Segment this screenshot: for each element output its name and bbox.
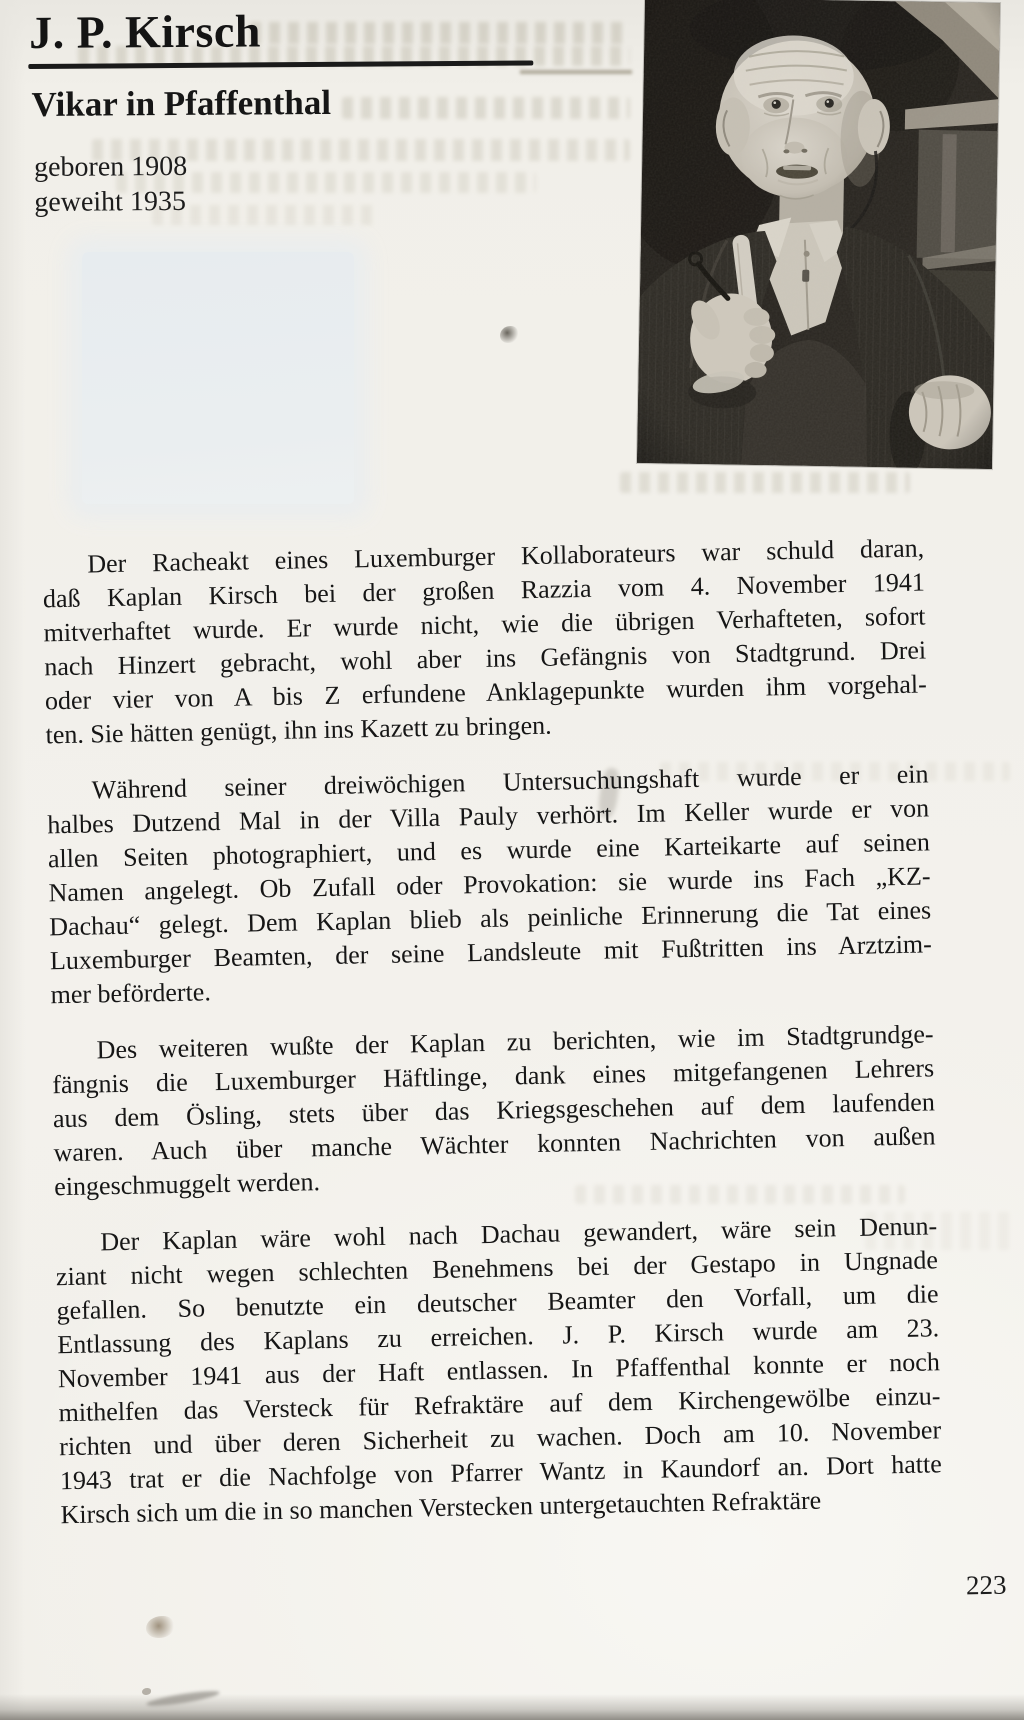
paragraph [42, 531, 928, 752]
paragraph-line: Luxemburger Beamten, der seine Landsleute mit Fußtritten ins Arztzim- [49, 929, 933, 976]
paragraph-line: mer beförderte. [50, 977, 212, 1010]
bleedthrough-photo-rect [82, 252, 354, 504]
paragraph [51, 1017, 936, 1204]
paragraph-line: mitverhaftet wurde. Er wurde nicht, wie die übrigen Verhafteten, sofort [43, 601, 926, 648]
paragraph-line: Während seiner dreiwöchigen Untersuchungshaft wurde er ein [91, 759, 929, 805]
paragraph-line: ten. Sie hätten genügt, ihn ins Kazett zu bringen. [45, 710, 552, 750]
paragraph-line: Dachau“ gelegt. Dem Kaplan blieb als peinliche Erinnerung die Tat eines [48, 895, 932, 942]
page-edge-shadow [0, 1694, 1024, 1720]
paragraph-line: mithelfen das Versteck für Refraktäre auf dem Kirchengewölbe einzu- [58, 1381, 941, 1428]
paragraph [46, 757, 932, 1012]
paragraph-line: waren. Auch über manche Wächter konnten Nachrichten von außen [53, 1121, 936, 1168]
page-number: 223 [965, 1569, 1007, 1601]
paragraph-line: Des weiteren wußte der Kaplan zu berichten, wie im Stadtgrundge- [96, 1019, 934, 1065]
bleedthrough-underline-ghost [520, 70, 632, 74]
paragraph-line: 1943 trat er die Nachfolge von Pfarrer Wantz in Kaundorf an. Dort hatte [59, 1449, 943, 1496]
paragraph-line: ziant nicht wegen schlechten Benehmens bei der Gestapo in Ungnade [55, 1245, 939, 1292]
brown-smudge [146, 1616, 174, 1638]
portrait-photo [637, 0, 1000, 469]
page-title: J. P. Kirsch [28, 5, 262, 59]
portrait-photo-art [637, 0, 1000, 469]
ink-speck [500, 326, 518, 343]
paragraph-line: Der Kaplan wäre wohl nach Dachau gewandert, wäre sein Denun- [100, 1211, 938, 1257]
paragraph-line: nach Hinzert gebracht, wohl aber ins Gefängnis von Stadtgrund. Drei [44, 635, 927, 682]
paragraph-line: Der Racheakt eines Luxemburger Kollaborateurs war schuld daran, [87, 533, 925, 579]
paragraph-line: gefallen. So benutzte ein deutscher Beamter den Vorfall, um die [56, 1279, 939, 1326]
bleedthrough-text-ghost [342, 97, 630, 119]
paragraph [55, 1209, 943, 1532]
paragraph-line: oder vier von A bis Z erfundene Anklagepunkte wurden ihm vorgehal- [44, 669, 928, 716]
paragraph-line: Kirsch sich um die in so manchen Verstecken untergetauchten Refraktäre [60, 1485, 822, 1530]
bleedthrough-text-ghost [250, 22, 630, 44]
paragraph-line: Entlassung des Kaplans zu erreichen. J. P. Kirsch wurde am 23. [57, 1313, 940, 1360]
paragraph-line: halbes Dutzend Mal in der Villa Pauly verhört. Im Keller wurde er von [47, 793, 930, 840]
paragraph-line: Namen angelegt. Ob Zufall oder Provokation: sie wurde ins Fach „KZ- [48, 861, 931, 908]
paragraph-line: richten und über deren Sicherheit zu wachen. Doch am 10. November [58, 1415, 942, 1462]
paragraph-line: aus dem Ösling, stets über das Kriegsgeschehen auf dem laufenden [52, 1087, 936, 1134]
paragraph-line: fängnis die Luxemburger Häftlinge, dank eines mitgefangenen Lehrers [52, 1053, 935, 1100]
ordained-line: geweiht 1935 [34, 185, 187, 218]
born-line: geboren 1908 [33, 150, 188, 183]
paragraph-line: allen Seiten photographiert, und es wurde eine Karteikarte auf seinen [47, 827, 931, 874]
paragraph-line: daß Kaplan Kirsch bei der großen Razzia vom 4. November 1941 [42, 567, 926, 614]
bleedthrough-text-ghost [620, 472, 910, 493]
paragraph-line: November 1941 aus der Haft entlassen. In Pfaffenthal konnte er noch [57, 1347, 941, 1394]
page-subtitle: Vikar in Pfaffenthal [31, 82, 332, 124]
article [42, 531, 943, 1554]
paragraph-line: eingeschmuggelt werden. [53, 1167, 321, 1202]
